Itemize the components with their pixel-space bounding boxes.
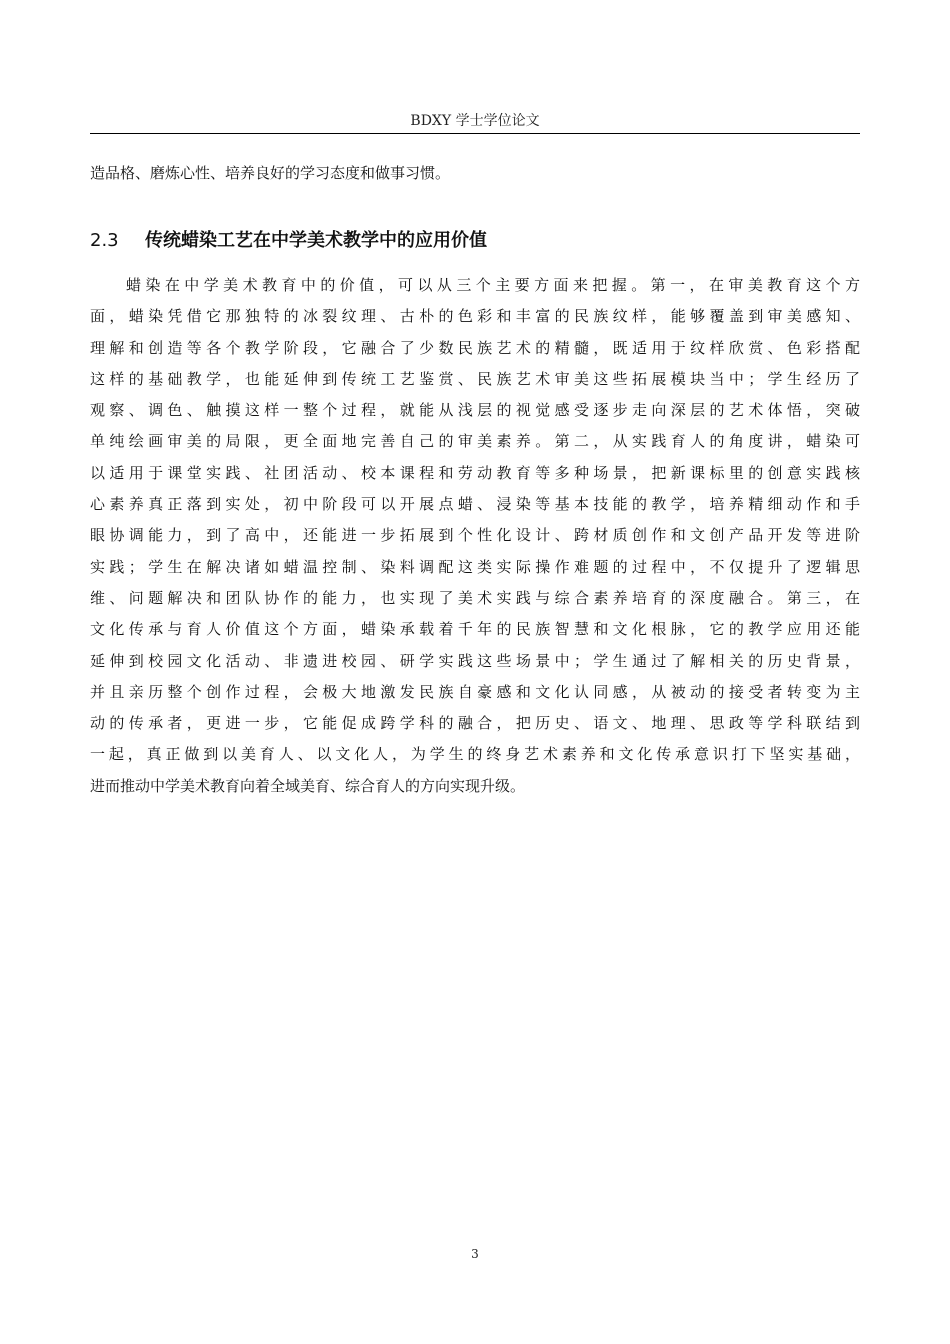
paragraph-line: 心素养真正落到实处，初中阶段可以开展点蜡、浸染等基本技能的教学，培养精细动作和手 <box>90 495 860 514</box>
paragraph-line: 以适用于课堂实践、社团活动、校本课程和劳动教育等多种场景，把新课标里的创意实践核 <box>90 463 860 482</box>
body-paragraph <box>90 270 860 802</box>
paragraph-line: 维、问题解决和团队协作的能力，也实现了美术实践与综合素养培育的深度融合。第三，在 <box>90 588 860 607</box>
paragraph-line: 动的传承者，更进一步，它能促成跨学科的融合，把历史、语文、地理、思政等学科联结到 <box>90 714 860 733</box>
section-title: 传统蜡染工艺在中学美术教学中的应用价值 <box>145 230 487 251</box>
paragraph-line: 文化传承与育人价值这个方面，蜡染承载着千年的民族智慧和文化根脉，它的教学应用还能 <box>90 620 860 639</box>
paragraph-line: 一起，真正做到以美育人、以文化人，为学生的终身艺术素养和文化传承意识打下坚实基础， <box>90 745 860 764</box>
paragraph-line: 实践；学生在解决诸如蜡温控制、染料调配这类实际操作难题的过程中，不仅提升了逻辑思 <box>90 557 860 576</box>
paragraph-line: 延伸到校园文化活动、非遗进校园、研学实践这些场景中；学生通过了解相关的历史背景， <box>90 651 860 670</box>
paragraph-line: 眼协调能力，到了高中，还能进一步拓展到个性化设计、跨材质创作和文创产品开发等进阶 <box>90 526 860 545</box>
paragraph-line: 单纯绘画审美的局限，更全面地完善自己的审美素养。第二，从实践育人的角度讲，蜡染可 <box>90 432 860 451</box>
header-divider <box>90 133 860 134</box>
page-number: 3 <box>471 1247 479 1261</box>
paragraph-line: 理解和创造等各个教学阶段，它融合了少数民族艺术的精髓，既适用于纹样欣赏、色彩搭配 <box>90 338 860 357</box>
paragraph-line: 并且亲历整个创作过程，会极大地激发民族自豪感和文化认同感，从被动的接受者转变为主 <box>90 682 860 701</box>
paragraph-line: 面，蜡染凭借它那独特的冰裂纹理、古朴的色彩和丰富的民族纹样，能够覆盖到审美感知、 <box>90 307 860 326</box>
continued-paragraph-text: 造品格、磨炼心性、培养良好的学习态度和做事习惯。 <box>90 164 451 182</box>
running-header: BDXY 学士学位论文 <box>410 113 540 129</box>
paragraph-line: 蜡染在中学美术教育中的价值，可以从三个主要方面来把握。第一，在审美教育这个方 <box>126 276 860 294</box>
paragraph-line: 这样的基础教学，也能延伸到传统工艺鉴赏、民族艺术审美这些拓展模块当中；学生经历了 <box>90 369 860 388</box>
section-heading <box>90 228 860 254</box>
paragraph-line: 观察、调色、触摸这样一整个过程，就能从浅层的视觉感受逐步走向深层的艺术体悟，突破 <box>90 401 860 420</box>
paragraph-line: 进而推动中学美术教育向着全域美育、综合育人的方向实现升级。 <box>90 776 526 795</box>
section-number: 2.3 <box>90 230 119 251</box>
